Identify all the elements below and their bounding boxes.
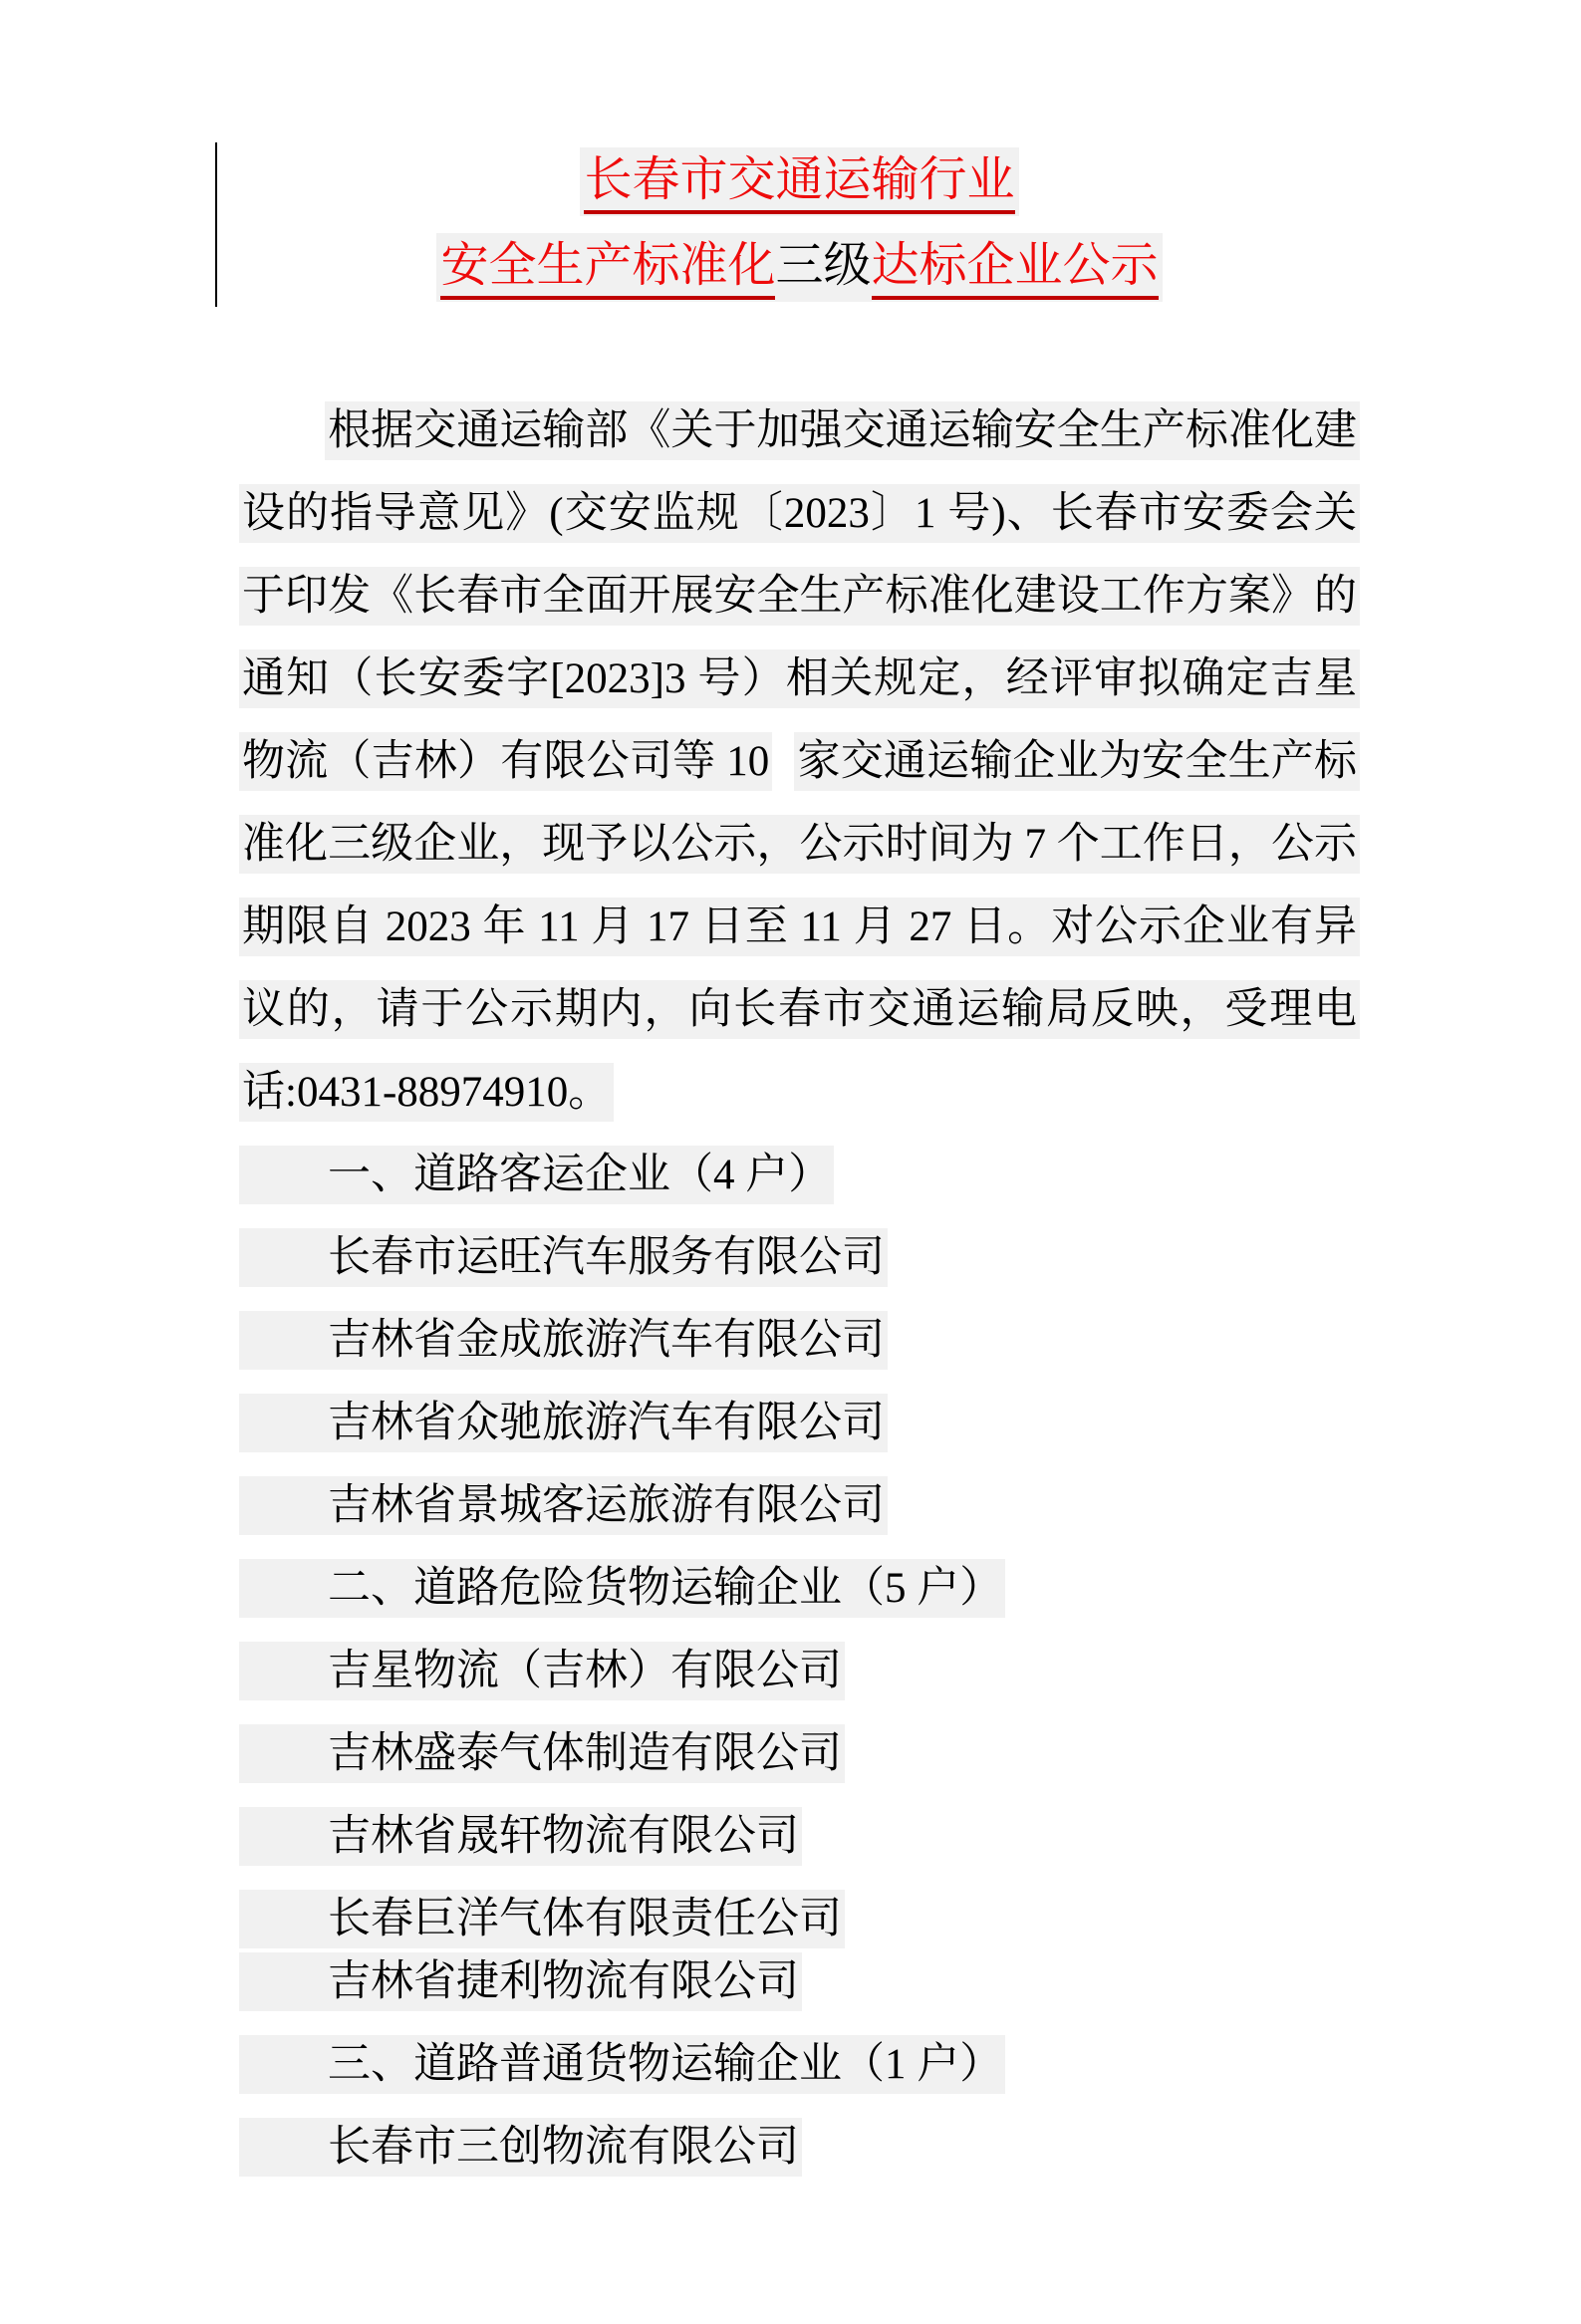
section-3-heading-highlight [239,2035,1005,2094]
first-line-indent [239,407,325,454]
paragraph-line-2 [239,472,1360,555]
company-highlight [239,1311,888,1370]
company-name: 吉林盛泰气体制造有限公司 [328,1730,842,1777]
company-highlight [239,1807,802,1866]
paragraph-line-8 [239,968,1360,1051]
paragraph-line-9 [239,1051,1360,1134]
company-name: 吉林省景城客运旅游有限公司 [328,1482,885,1529]
indent-space [242,1269,328,1271]
paragraph-line-1 [239,389,1360,472]
section-2-heading-highlight [239,1559,1005,1618]
indent-space [242,1993,328,1995]
company-highlight [239,1952,802,2011]
company-name: 长春巨洋气体有限责任公司 [328,1896,842,1942]
company-highlight [239,1476,888,1535]
indent-space [242,1517,328,1519]
company-line [239,2106,1360,2189]
indent-space [242,1765,328,1767]
title-line-1 [239,137,1360,223]
title-line-1-text: 长春市交通运输行业 [584,153,1014,214]
section-2-heading-line [239,1547,1360,1630]
document-content [239,0,1360,2189]
section-3-heading: 三、道路普通货物运输企业（1 户） [328,2041,1003,2088]
title-line-2 [239,223,1360,309]
highlight-gap [772,773,794,775]
company-line [239,1382,1360,1464]
title-line-2-highlight [436,233,1162,302]
company-line [239,1712,1360,1795]
company-line [239,1464,1360,1547]
paragraph-line-3-text: 于印发《长春市全面开展安全生产标准化建设工作方案》的 [239,567,1360,626]
company-name: 吉林省众驰旅游汽车有限公司 [328,1400,885,1446]
indent-space [242,1352,328,1354]
revision-change-bar [215,142,217,307]
company-name: 吉林省捷利物流有限公司 [328,1958,799,2005]
paragraph-line-6-text: 准化三级企业，现予以公示，公示时间为 7 个工作日，公示 [239,815,1360,874]
paragraph-line-1-text: 根据交通运输部《关于加强交通运输安全生产标准化建 [325,401,1360,460]
indent-space [242,1848,328,1850]
indent-space [242,1186,328,1188]
section-1-heading-highlight [239,1146,834,1204]
company-highlight [239,2118,802,2177]
section-1-heading: 一、道路客运企业（4 户） [328,1152,832,1198]
company-highlight [239,1642,845,1700]
paragraph-line-9-text: 话:0431-88974910。 [239,1063,614,1122]
indent-space [242,2159,328,2161]
section-2-heading: 二、道路危险货物运输企业（5 户） [328,1565,1003,1612]
company-name: 吉林省晟轩物流有限公司 [328,1813,799,1860]
paragraph-line-3 [239,555,1360,638]
section-1-heading-line [239,1134,1360,1216]
title-line-2-black: 三级 [775,239,872,292]
indent-space [242,1931,328,1933]
company-line [239,1216,1360,1299]
company-highlight [239,1228,888,1287]
company-highlight [239,1394,888,1452]
paragraph-line-4 [239,638,1360,720]
indent-space [242,2076,328,2078]
company-name: 长春市三创物流有限公司 [328,2124,799,2171]
title-line-2-red-right: 达标企业公示 [872,239,1159,300]
paragraph-line-5 [239,720,1360,803]
company-name: 长春市运旺汽车服务有限公司 [328,1234,885,1281]
title-line-1-highlight [580,147,1018,216]
paragraph-line-2-text: 设的指导意见》(交安监规〔2023〕1 号)、长春市安委会关 [239,484,1360,543]
paragraph-line-7 [239,886,1360,968]
company-highlight [239,1724,845,1783]
paragraph-line-5-text-a: 物流（吉林）有限公司等 10 [239,732,772,791]
company-line [239,1795,1360,1878]
indent-space [242,1600,328,1602]
paragraph-line-6 [239,803,1360,886]
company-line [239,1878,1360,1940]
indent-space [242,1682,328,1684]
company-name: 吉林省金成旅游汽车有限公司 [328,1317,885,1364]
section-3-heading-line [239,2023,1360,2106]
indent-space [242,1434,328,1436]
paragraph-line-4-text: 通知（长安委字[2023]3 号）相关规定，经评审拟确定吉星 [239,649,1360,708]
title-line-2-red-left: 安全生产标准化 [440,239,775,300]
company-line [239,1630,1360,1712]
paragraph-line-5-text-b: 家交通运输企业为安全生产标 [794,732,1360,791]
company-line [239,1940,1360,2023]
company-line [239,1299,1360,1382]
paragraph-line-8-text: 议的，请于公示期内，向长春市交通运输局反映，受理电 [239,980,1360,1039]
company-name: 吉星物流（吉林）有限公司 [328,1648,842,1694]
paragraph-line-7-text: 期限自 2023 年 11 月 17 日至 11 月 27 日。对公示企业有异 [239,898,1360,956]
title-body-spacer [239,309,1360,389]
